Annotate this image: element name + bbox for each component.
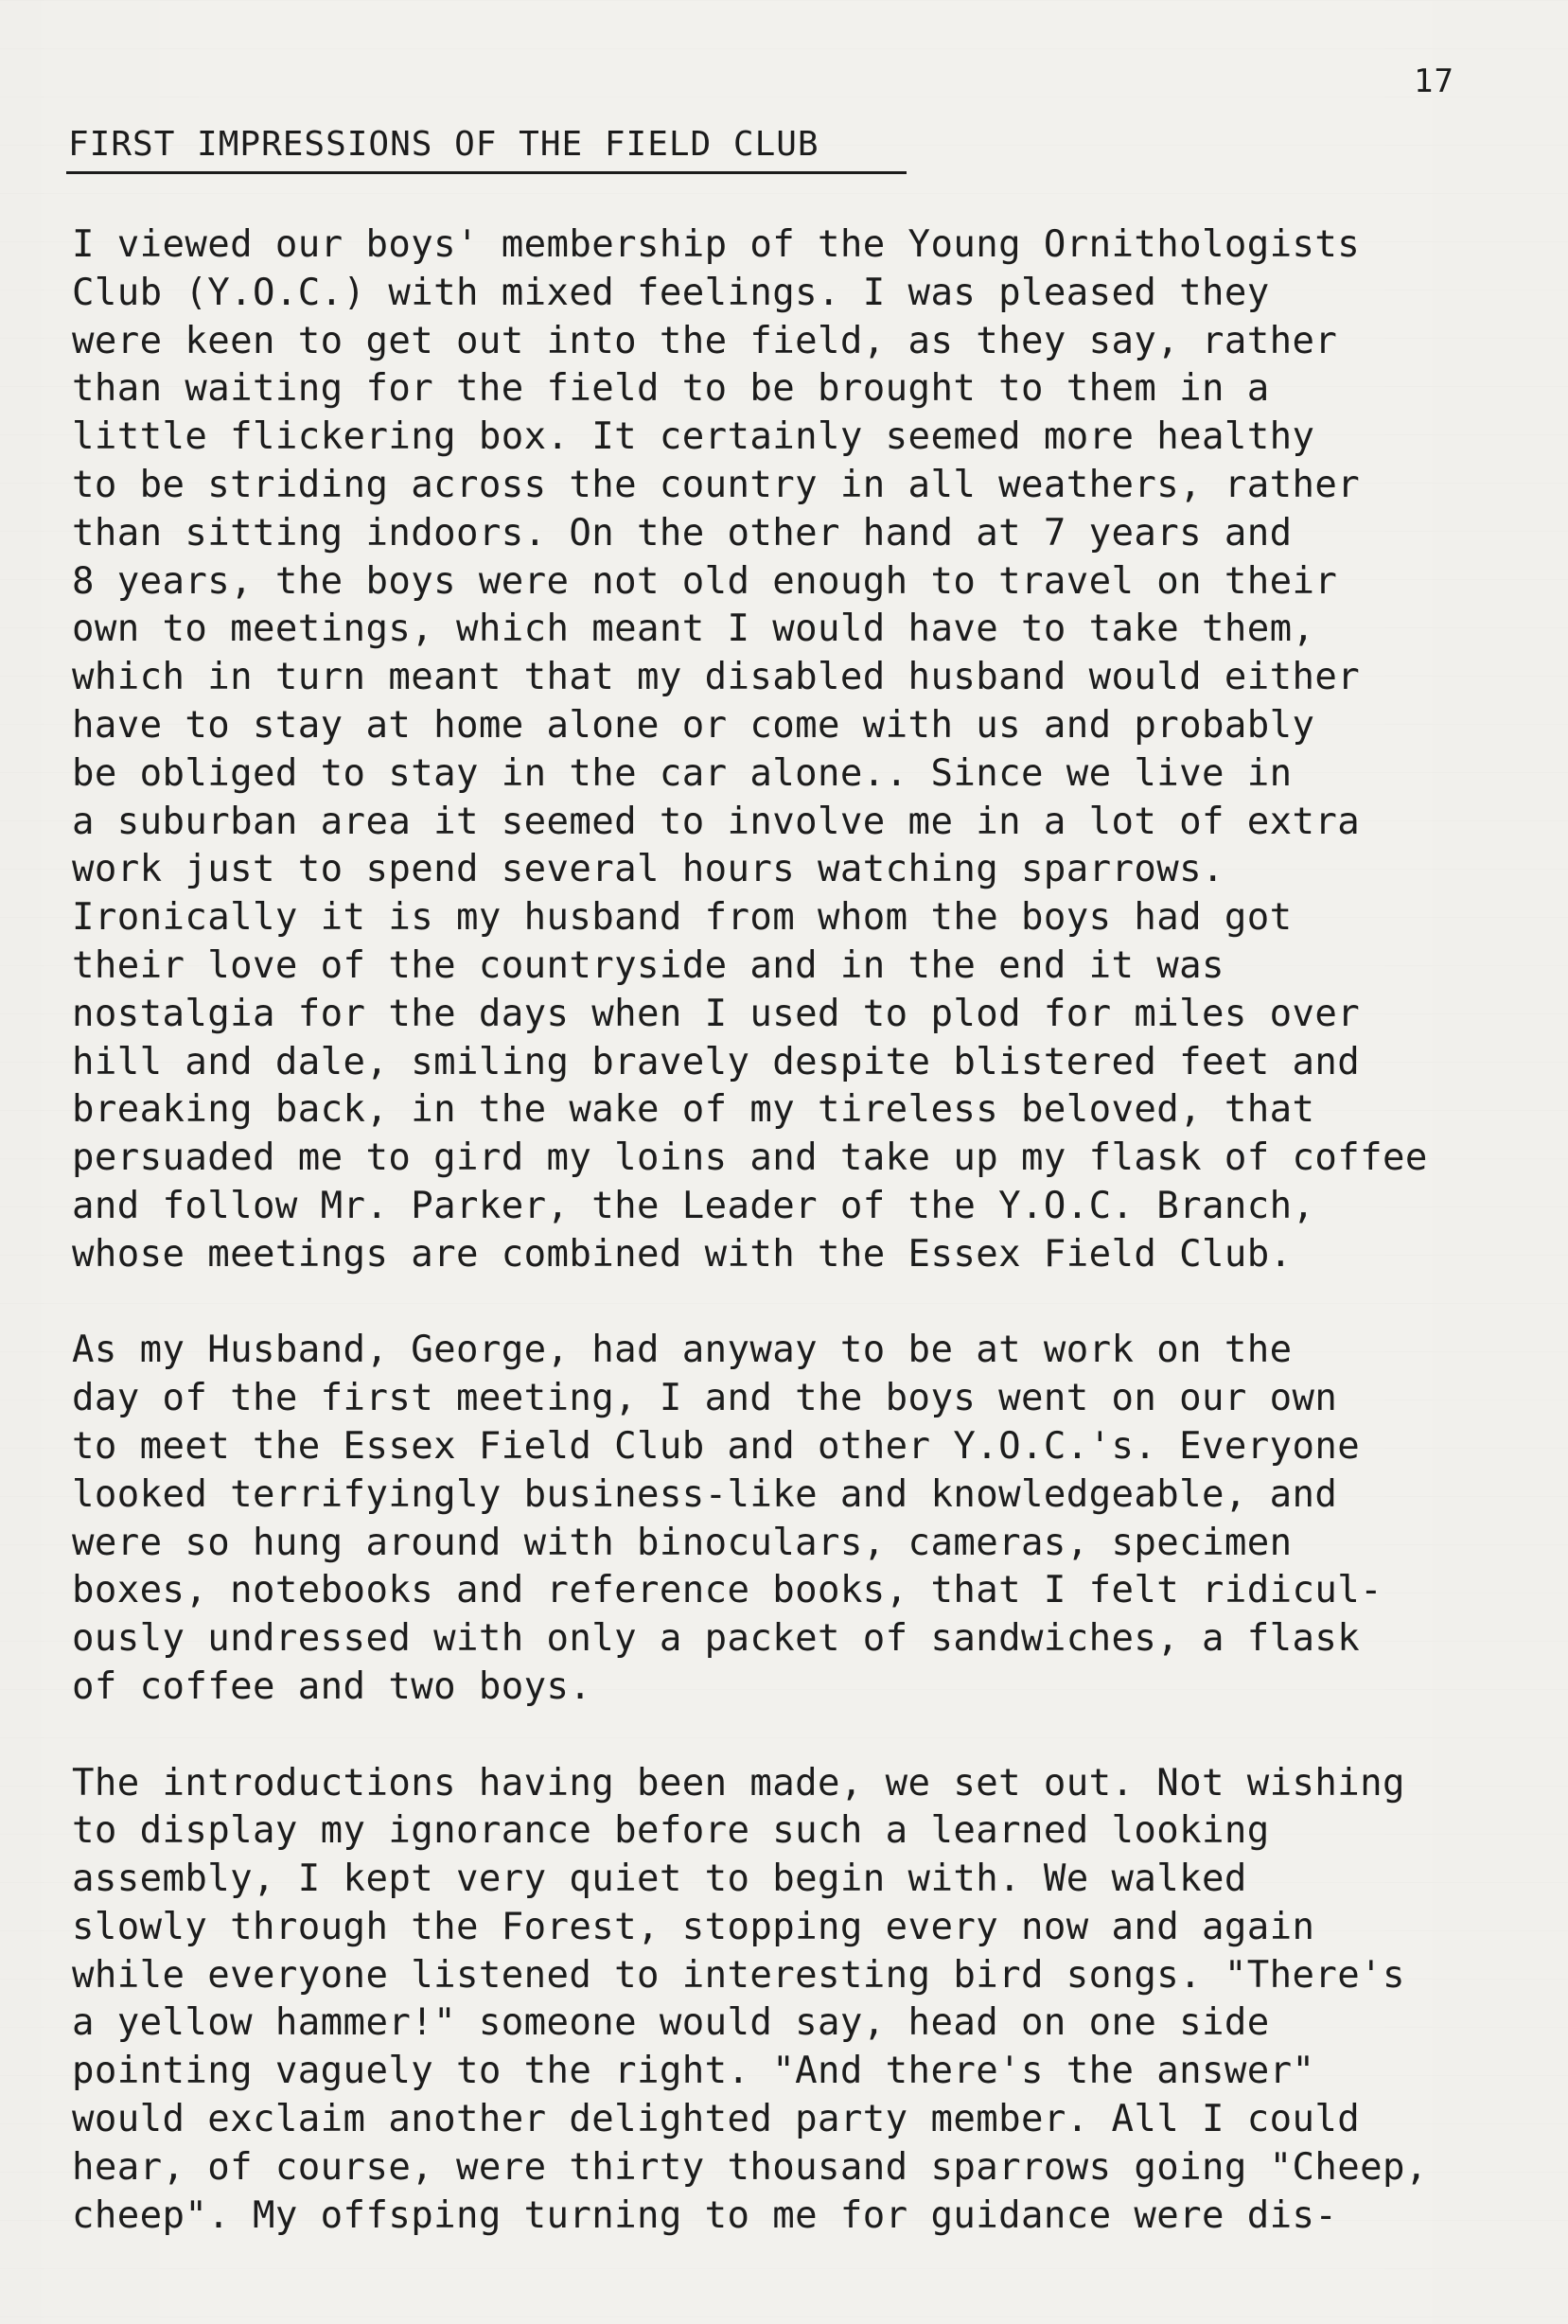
- text-line: to be striding across the country in all weathers, rather: [72, 463, 1361, 506]
- text-line: a yellow hammer!" someone would say, head on one side: [72, 2001, 1270, 2045]
- title-underline: [66, 171, 907, 174]
- page-number: 17: [1414, 62, 1454, 100]
- paragraph: [72, 221, 1520, 1279]
- text-line: would exclaim another delighted party member. All I could: [72, 2098, 1361, 2141]
- text-line: be obliged to stay in the car alone.. Since we live in: [72, 751, 1293, 795]
- text-line: assembly, I kept very quiet to begin with. We walked: [72, 1857, 1247, 1901]
- text-line: were so hung around with binoculars, cameras, specimen: [72, 1521, 1293, 1564]
- text-line: were keen to get out into the field, as they say, rather: [72, 319, 1338, 362]
- text-line: 8 years, the boys were not old enough to travel on their: [72, 559, 1338, 603]
- text-line: to meet the Essex Field Club and other Y.O.C.'s. Everyone: [72, 1424, 1361, 1468]
- text-line: hill and dale, smiling bravely despite blistered feet and: [72, 1040, 1361, 1083]
- text-line: The introductions having been made, we set out. Not wishing: [72, 1761, 1405, 1805]
- paragraph: [72, 1327, 1520, 1711]
- text-line: Club (Y.O.C.) with mixed feelings. I was pleased they: [72, 271, 1270, 314]
- text-line: own to meetings, which meant I would have to take them,: [72, 607, 1315, 651]
- text-line: hear, of course, were thirty thousand sparrows going "Cheep,: [72, 2145, 1428, 2189]
- text-line: Ironically it is my husband from whom the boys had got: [72, 896, 1293, 940]
- text-line: looked terrifyingly business-like and knowledgeable, and: [72, 1472, 1338, 1516]
- text-line: I viewed our boys' membership of the Young Ornithologists: [72, 223, 1361, 266]
- text-line: whose meetings are combined with the Essex Field Club.: [72, 1232, 1293, 1276]
- article-body: [72, 221, 1520, 2288]
- paragraph: [72, 1760, 1520, 2241]
- text-line: pointing vaguely to the right. "And there's the answer": [72, 2050, 1315, 2093]
- text-line: day of the first meeting, I and the boys went on our own: [72, 1377, 1338, 1420]
- text-line: breaking back, in the wake of my tireless beloved, that: [72, 1088, 1315, 1132]
- text-line: As my Husband, George, had anyway to be at work on the: [72, 1329, 1293, 1372]
- text-line: while everyone listened to interesting bird songs. "There's: [72, 1953, 1405, 1997]
- text-line: nostalgia for the days when I used to plod for miles over: [72, 992, 1361, 1035]
- text-line: their love of the countryside and in the end it was: [72, 943, 1224, 987]
- text-line: ously undressed with only a packet of sandwiches, a flask: [72, 1617, 1361, 1661]
- text-line: persuaded me to gird my loins and take up my flask of coffee: [72, 1136, 1428, 1180]
- text-line: slowly through the Forest, stopping every now and again: [72, 1905, 1315, 1948]
- text-line: work just to spend several hours watching sparrows.: [72, 848, 1224, 891]
- text-line: which in turn meant that my disabled husband would either: [72, 656, 1361, 699]
- text-line: and follow Mr. Parker, the Leader of the Y.O.C. Branch,: [72, 1184, 1315, 1227]
- page-title: FIRST IMPRESSIONS OF THE FIELD CLUB: [68, 125, 819, 164]
- text-line: than sitting indoors. On the other hand at 7 years and: [72, 511, 1293, 555]
- text-line: little flickering box. It certainly seemed more healthy: [72, 415, 1315, 459]
- text-line: than waiting for the field to be brought to them in a: [72, 367, 1270, 411]
- text-line: cheep". My offsping turning to me for guidance were dis-: [72, 2193, 1338, 2237]
- text-line: of coffee and two boys.: [72, 1664, 592, 1708]
- text-line: to display my ignorance before such a learned looking: [72, 1809, 1270, 1853]
- text-line: a suburban area it seemed to involve me in a lot of extra: [72, 800, 1361, 843]
- text-line: boxes, notebooks and reference books, that I felt ridicul-: [72, 1569, 1383, 1612]
- text-line: have to stay at home alone or come with us and probably: [72, 703, 1315, 747]
